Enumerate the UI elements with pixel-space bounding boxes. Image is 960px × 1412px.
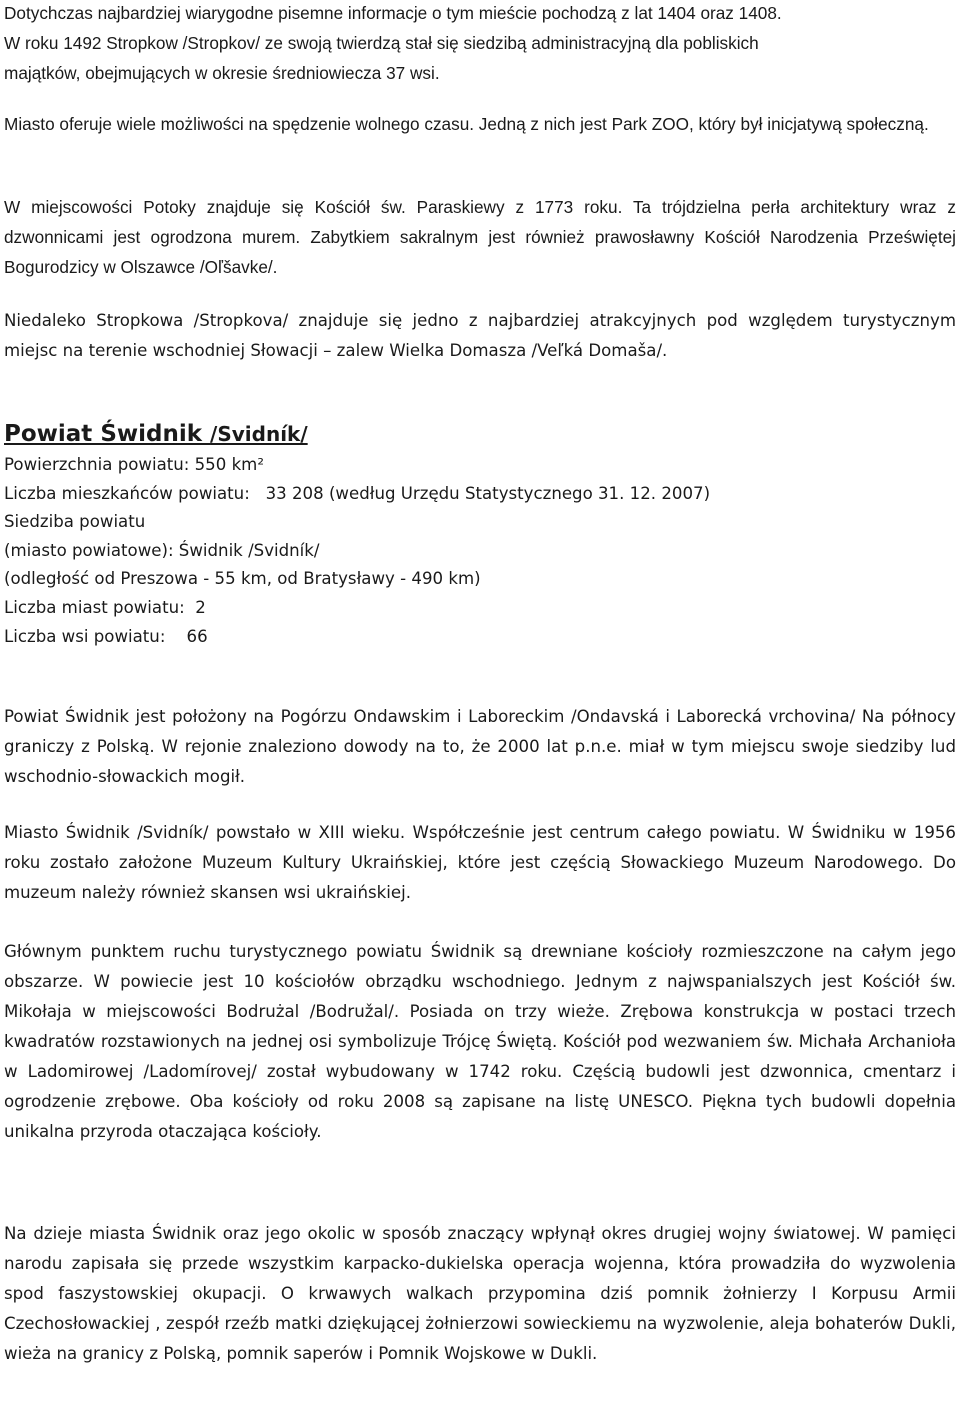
paragraph-potoky-church: W miejscowości Potoky znajduje się Kościół św. Paraskiewy z 1773 roku. Ta trójdzielna perła architektury wraz z dzwonnicami jest ogrodzona murem. Zabytkiem sakralnym jest również prawosławny Kościół Narodzenia Przeświętej Bogurodzicy w Olszawce /Oľšavke/. xyxy=(4,197,956,277)
paragraph-location: Powiat Świdnik jest położony na Pogórzu Ondawskim i Laboreckim /Ondavská i Laborecká vrchovina/ Na północy graniczy z Polską. W rejonie znaleziono dowody na to, że 2000 lat p.n.e. miał w tym miejscu swoje siedziby lud wschodnio-słowackich mogił. xyxy=(4,707,956,786)
fact-area: Powierzchnia powiatu: 550 km² xyxy=(4,455,264,474)
paragraph-domasa: Niedaleko Stropkowa /Stropkova/ znajduje się jedno z najbardziej atrakcyjnych pod względem turystycznym miejsc na terenie wschodniej Słowacji – zalew Wielka Domasza /Veľká Domaša/. xyxy=(4,311,956,360)
fact-villages: Liczba wsi powiatu: 66 xyxy=(4,626,208,646)
heading-suffix: /Svidník/ xyxy=(210,422,308,446)
fact-seat: Siedziba powiatu xyxy=(4,512,146,532)
fact-seat-town: (miasto powiatowe): Świdnik /Svidník/ xyxy=(4,540,320,560)
text-line: majątków, obejmujących w okresie średniowiecza 37 wsi. xyxy=(4,63,440,83)
paragraph-world-war: Na dzieje miasta Świdnik oraz jego okolic w sposób znaczący wpłynął okres drugiej wojny światowej. W pamięci narodu zapisała się przede wszystkim karpacko-dukielska operacja wojenna, która prowadziła do wyzwolenia spod faszystowskiej okupacji. O krwawych walkach przypomina dziś pomnik żołnierzy I Korpusu Armii Czechosłowackiej , zespół rzeźb matki dziękującej żołnierzowi sowieckiemu na wyzwolenie, aleja bohaterów Dukli, wieża na granicy z Polską, pomnik saperów i Pomnik Wojskowe w Dukli. xyxy=(4,1224,956,1363)
section-heading xyxy=(4,419,308,449)
paragraph-wooden-churches: Głównym punktem ruchu turystycznego powiatu Świdnik są drewniane kościoły rozmieszczone na całym jego obszarze. W powiecie jest 10 kościołów obrządku wschodniego. Jednym z najwspanialszych jest Kościół św. Mikołaja w miejscowości Bodrużal /Bodružal/. Posiada on trzy wieże. Zrębowa konstrukcja w postaci trzech kwadratów rozstawionych na jednej osi symbolizuje Trójcę Świętą. Kościół pod wezwaniem św. Michała Archanioła w Ladomirowej /Ladomírovej/ został wybudowany w 1742 roku. Częścią budowli jest dzwonnica, cmentarz i ogrodzenie zrębowe. Oba kościoły od roku 2008 są zapisane na listę UNESCO. Piękna tych budowli dopełnia unikalna przyroda otaczająca kościoły. xyxy=(4,942,956,1141)
text-line: W roku 1492 Stropkow /Stropkov/ ze swoją twierdzą stał się siedzibą administracyjną dla pobliskich xyxy=(4,33,759,53)
fact-towns: Liczba miast powiatu: 2 xyxy=(4,597,206,617)
heading-main: Powiat Świdnik xyxy=(4,421,211,447)
district-facts xyxy=(4,451,710,651)
fact-distance: (odległość od Preszowa - 55 km, od Bratysławy - 490 km) xyxy=(4,569,481,589)
paragraph-stropkov-history xyxy=(4,0,956,88)
paragraph-svidnik-museum: Miasto Świdnik /Svidník/ powstało w XIII wieku. Współcześnie jest centrum całego powiatu. W Świdniku w 1956 roku zostało założone Muzeum Kultury Ukraińskiej, które jest częścią Słowackiego Muzeum Narodowego. Do muzeum należy również skansen wsi ukraińskiej. xyxy=(4,823,956,902)
fact-population: Liczba mieszkańców powiatu: 33 208 (według Urzędu Statystycznego 31. 12. 2007) xyxy=(4,483,711,503)
text-line: Dotychczas najbardziej wiarygodne pisemne informacje o tym mieście pochodzą z lat 1404 oraz 1408. xyxy=(4,3,782,23)
paragraph-zoo: Miasto oferuje wiele możliwości na spędzenie wolnego czasu. Jedną z nich jest Park ZOO, który był inicjatywą społeczną. xyxy=(4,114,929,134)
